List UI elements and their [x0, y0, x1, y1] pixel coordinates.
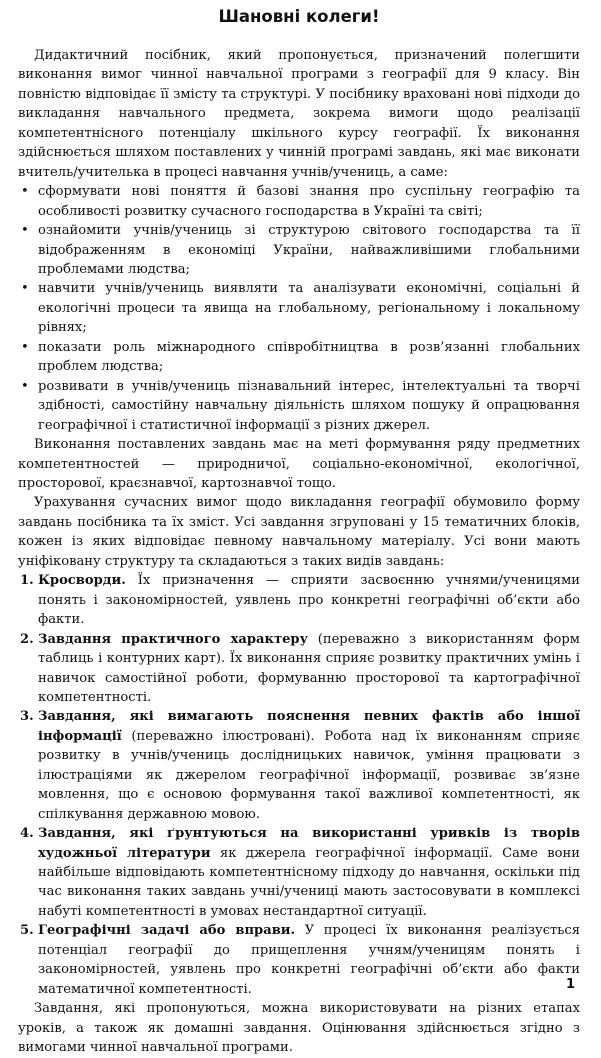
list-item: • показати роль міжнародного співробітництва в розв’язанні глобальних проблем людства;	[18, 338, 580, 377]
structure-paragraph: Урахування сучасних вимог щодо викладання географії обумовило форму завдань посібника та їх зміст. Усі завдання згруповані у 15 тематичних блоків, кожен із яких відповідає певному навчальному матеріалу. Усі вони мають уніфіковану структуру та складаються з таких видів завдань:	[18, 495, 580, 569]
item-number: 5.	[20, 923, 34, 939]
list-item	[18, 630, 580, 708]
item-heading: Завдання, які вимагають пояснення певних фактів або іншої інформації	[38, 709, 580, 744]
list-item: • ознайомити учнів/учениць зі структурою світового господарства та її відображенням в економіці України, найважливішими глобальними проблемами людства;	[18, 221, 580, 279]
item-text: (переважно ілюстровані). Робота над їх виконанням сприяє розвитку в учнів/учениць дослідницьких навичок, уміння працювати з ілюстраціями як джерелом географічної інформації, розвиває зв’язне мовлення, що є основою формування такої важливої компетентності, як спілкування державною мовою.	[38, 728, 580, 822]
list-item	[18, 921, 580, 999]
document-body	[18, 46, 580, 1058]
list-item	[18, 824, 580, 921]
closing-paragraph: Завдання, які пропонуються, можна використовувати на різних етапах уроків, а також як домашні завдання. Оцінювання здійснюється згідно з вимогами чинної навчальної програми.	[18, 1001, 580, 1056]
list-item: • сформувати нові поняття й базові знання про суспільну географію та особливості розвитку сучасного господарства в Україні та світі;	[18, 182, 580, 221]
item-heading: Географічні задачі або вправи.	[38, 923, 296, 939]
page-title: Шановні колеги!	[218, 7, 380, 26]
list-item: • навчити учнів/учениць виявляти та аналізувати економічні, соціальні й екологічні процеси та явища на глобальному, регіональному і локальному рівнях;	[18, 279, 580, 337]
list-item	[18, 707, 580, 824]
item-text: як джерела географічної інформації. Саме вони найбільше відповідають компетентнісному підходу до навчання, оскільки під час виконання таких завдань учні/учениці мають застосовувати в комплексі набуті компетентності в умовах нестандартної ситуації.	[38, 845, 580, 919]
item-number: 2.	[20, 631, 34, 647]
list-item: • розвивати в учнів/учениць пізнавальний інтерес, інтелектуальні та творчі здібності, самостійну навчальну діяльність шляхом пошуку й опрацювання географічної і статистичної інформації з різних джерел.	[18, 377, 580, 435]
competencies-paragraph: Виконання поставлених завдань має на меті формування ряду предметних компетентностей — природничої, соціально-економічної, екологічної, просторової, краєзнавчої, картознавчої тощо.	[18, 437, 580, 491]
item-text: Їх призначення — сприяти засвоєнню учнями/ученицями понять і закономірностей, уявлень про конкретні географічні об’єкти або факти.	[38, 573, 580, 628]
item-number: 1.	[20, 573, 34, 589]
page-number: 1	[566, 977, 576, 992]
goals-list	[18, 182, 580, 435]
item-text: (переважно з використанням форм таблиць і контурних карт). Їх виконання сприяє розвитку практичних умінь і навичок самостійної роботи, формуванню просторової та картографічної компетентності.	[38, 631, 580, 705]
item-number: 3.	[20, 709, 34, 725]
item-heading: Завдання, які ґрунтуються на використанні уривків із творів художньої літератури	[38, 826, 580, 861]
item-text: У процесі їх виконання реалізується потенціал географії до прищеплення учням/ученицям понять і закономірностей, уявлень про конкретні географічні об’єкти або факти математичної компетентності.	[38, 923, 580, 997]
item-heading: Кросворди.	[38, 573, 126, 589]
list-item	[18, 571, 580, 629]
intro-paragraph: Дидактичний посібник, який пропонується, призначений полегшити виконання вимог чинної навчальної програми з географії для 9 класу. Він повністю відповідає її змісту та структурі. У посібнику враховані нові підходи до викладання навчального предмета, зокрема вимоги щодо реалізації компетентнісного потенціалу шкільного курсу географії. Їх виконання здійснюється шляхом поставлених у чинній програмі завдань, які має виконати вчитель/учителька в процесі навчання учнів/учениць, а саме:	[18, 48, 580, 180]
item-heading: Завдання практичного характеру	[38, 631, 308, 647]
page	[18, 4, 580, 1058]
item-number: 4.	[20, 826, 34, 842]
task-types-list	[18, 571, 580, 999]
